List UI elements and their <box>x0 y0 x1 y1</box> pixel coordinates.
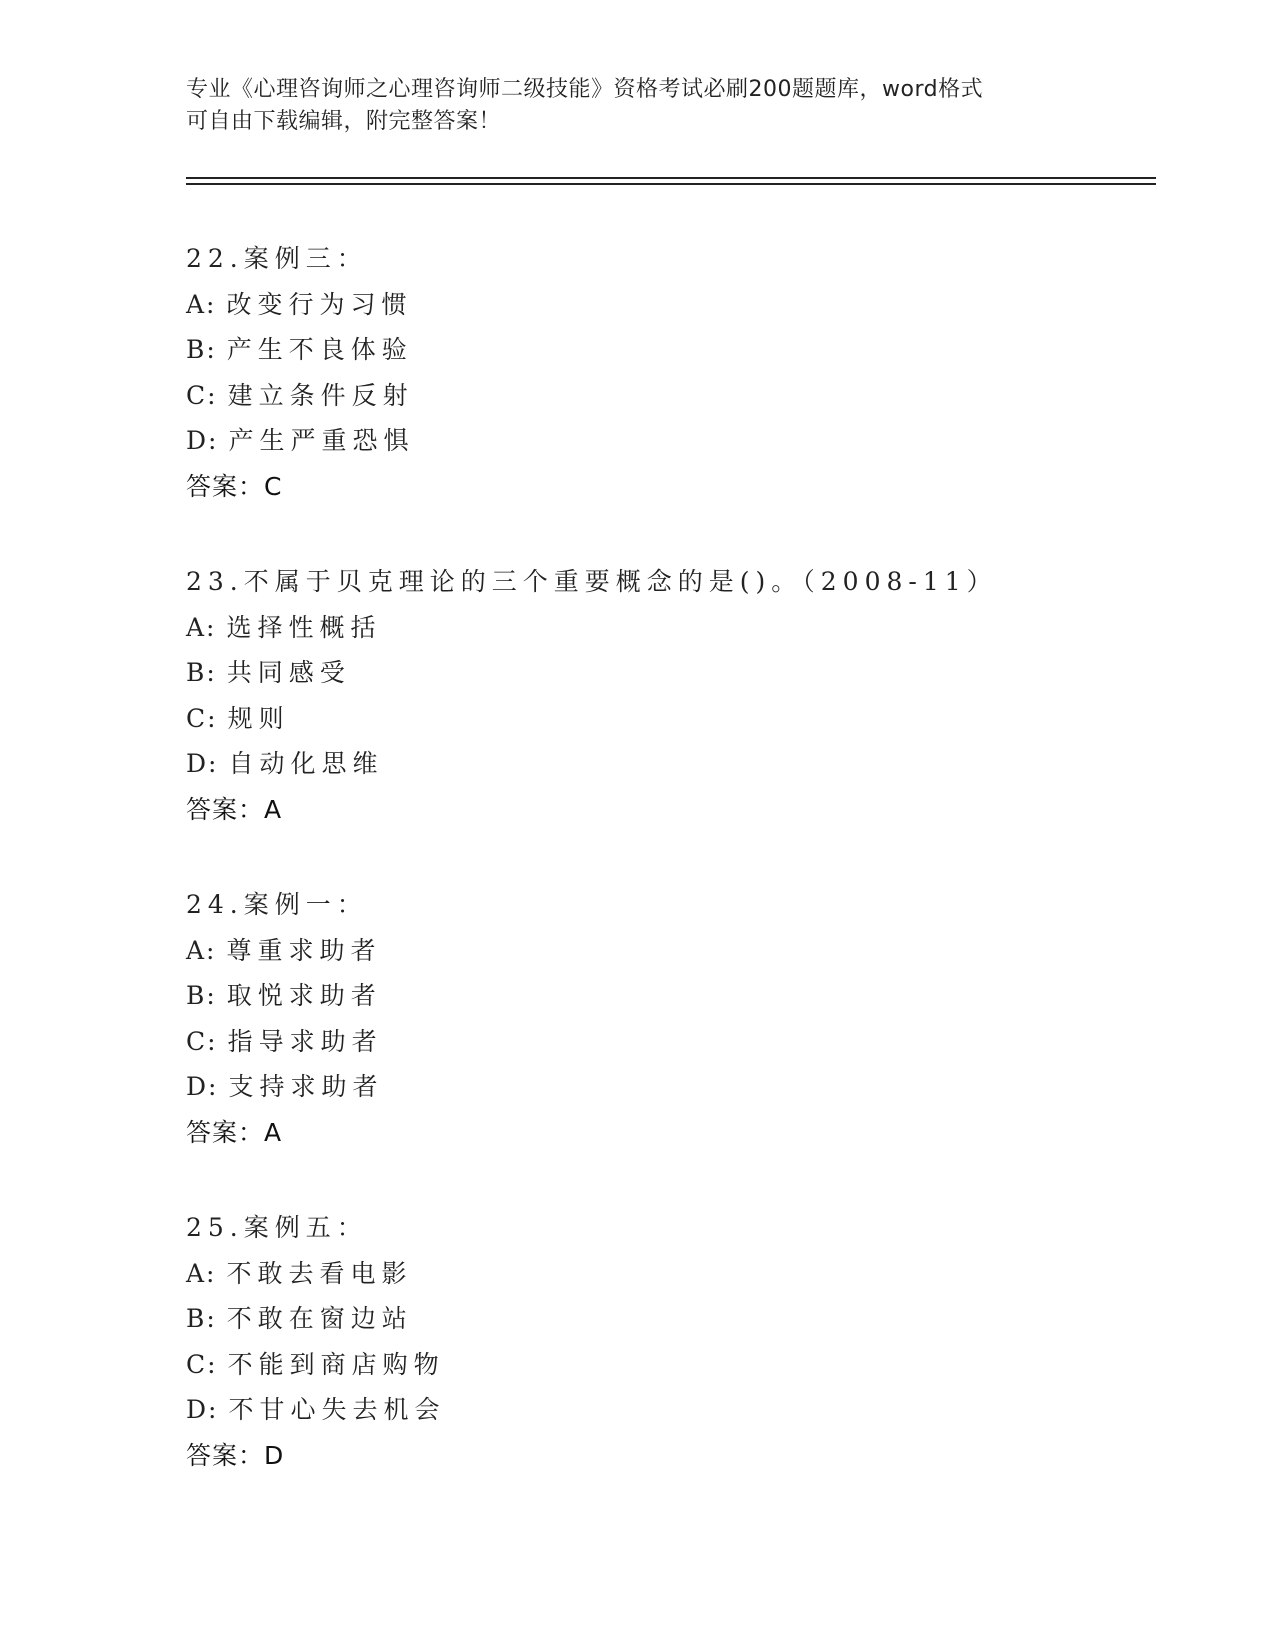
answer-value: C <box>264 471 282 501</box>
option-key: C: <box>186 1349 218 1379</box>
option-text: 建立条件反射 <box>227 380 414 410</box>
question-24 <box>186 882 1146 1155</box>
question-list <box>186 236 1146 1528</box>
header-divider-top <box>186 177 1156 179</box>
option-b <box>186 973 1146 1019</box>
option-text: 不敢去看电影 <box>226 1258 413 1288</box>
option-key: D: <box>186 1395 219 1424</box>
option-key: B: <box>186 1304 217 1333</box>
question-stem: 25.案例五： <box>186 1213 368 1242</box>
question-22 <box>186 236 1146 509</box>
option-text: 不敢在窗边站 <box>226 1304 413 1333</box>
option-text: 产生不良体验 <box>226 335 413 364</box>
header-line-2: 可自由下载编辑，附完整答案！ <box>186 109 502 134</box>
option-b <box>186 1296 1146 1342</box>
option-text: 选择性概括 <box>226 612 382 642</box>
option-text: 改变行为习惯 <box>226 289 413 319</box>
answer-label: 答案： <box>186 1440 265 1470</box>
option-d <box>186 418 1146 464</box>
option-key: A: <box>186 289 217 319</box>
option-d <box>186 1387 1146 1433</box>
option-a <box>186 282 1146 328</box>
option-key: A: <box>186 935 217 965</box>
question-stem: 22.案例三： <box>186 244 368 273</box>
option-a <box>186 605 1146 651</box>
document-header <box>186 74 1086 138</box>
option-key: A: <box>186 612 217 642</box>
question-25 <box>186 1205 1146 1478</box>
option-c <box>186 1019 1146 1065</box>
option-a <box>186 1251 1146 1297</box>
option-key: B: <box>186 658 217 687</box>
option-key: A: <box>186 1258 217 1288</box>
answer-line <box>186 1110 1146 1156</box>
option-c <box>186 696 1146 742</box>
option-text: 指导求助者 <box>227 1026 383 1056</box>
option-c <box>186 1342 1146 1388</box>
option-key: D: <box>186 1072 219 1101</box>
option-b <box>186 650 1146 696</box>
option-a <box>186 928 1146 974</box>
header-divider-bottom <box>186 183 1156 185</box>
option-text: 尊重求助者 <box>226 935 382 965</box>
option-text: 产生严重恐惧 <box>228 426 415 455</box>
option-key: D: <box>186 426 219 455</box>
option-key: C: <box>186 380 218 410</box>
option-text: 共同感受 <box>226 658 351 687</box>
answer-line <box>186 1433 1146 1479</box>
option-b <box>186 327 1146 373</box>
header-line-1: 专业《心理咨询师之心理咨询师二级技能》资格考试必刷200题题库，word格式 <box>186 77 984 102</box>
option-c <box>186 373 1146 419</box>
option-text: 支持求助者 <box>228 1072 384 1101</box>
answer-value: D <box>264 1440 284 1470</box>
option-text: 不能到商店购物 <box>227 1349 445 1379</box>
option-d <box>186 1064 1146 1110</box>
option-key: B: <box>186 981 217 1010</box>
question-stem: 24.案例一： <box>186 890 368 919</box>
option-text: 规则 <box>227 703 290 733</box>
option-key: C: <box>186 703 218 733</box>
option-text: 取悦求助者 <box>226 981 382 1010</box>
option-key: D: <box>186 749 219 778</box>
answer-label: 答案： <box>186 471 265 501</box>
question-23 <box>186 559 1146 832</box>
option-text: 不甘心失去机会 <box>228 1395 446 1424</box>
question-stem: 23.不属于贝克理论的三个重要概念的是()。（2008-11） <box>186 567 998 596</box>
option-key: B: <box>186 335 217 364</box>
answer-value: A <box>264 1117 282 1147</box>
answer-value: A <box>264 794 282 824</box>
answer-line <box>186 787 1146 833</box>
option-d <box>186 741 1146 787</box>
answer-line <box>186 464 1146 510</box>
answer-label: 答案： <box>186 1117 265 1147</box>
answer-label: 答案： <box>186 794 265 824</box>
option-text: 自动化思维 <box>228 749 384 778</box>
option-key: C: <box>186 1026 218 1056</box>
